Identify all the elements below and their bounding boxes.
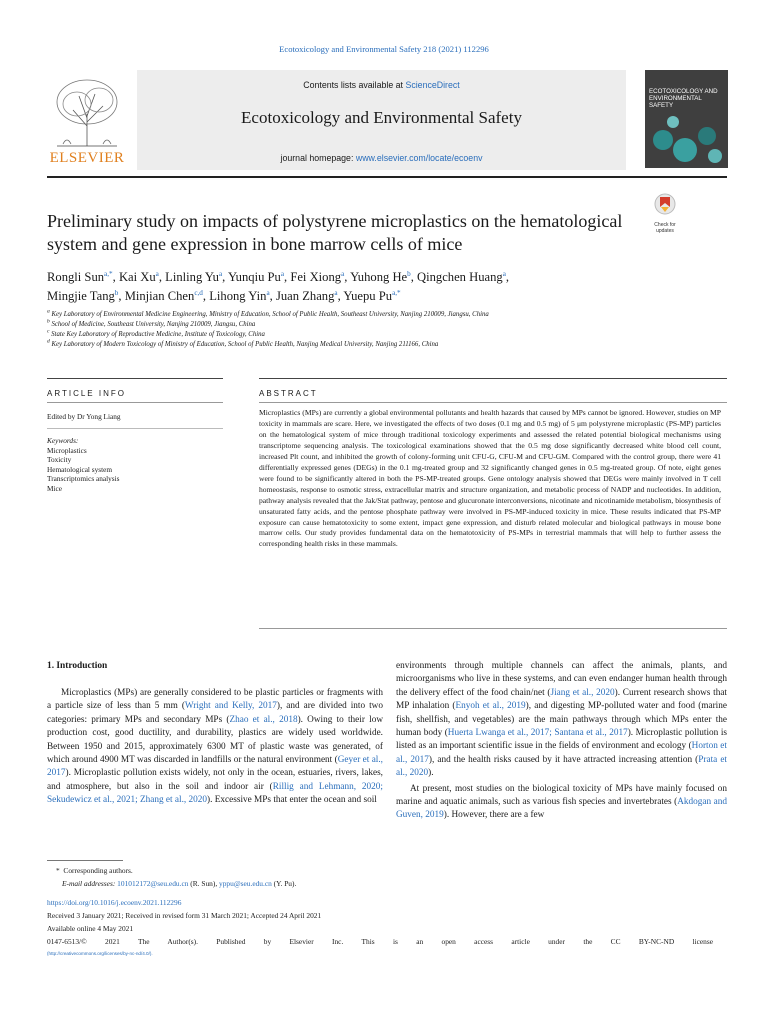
email-owner-2: (Y. Pu). bbox=[271, 879, 297, 888]
keywords-label: Keywords: bbox=[47, 436, 79, 445]
body-text: ), and digesting MP-polluted water and food (marine fish, shellfish, and vegetables) are the main pathways through which MPs enter the human body ( bbox=[396, 701, 727, 739]
author-affiliation-marker[interactable]: a bbox=[280, 269, 285, 278]
citation-link[interactable]: Jiang et al., 2020 bbox=[550, 687, 615, 698]
abstract-rule bbox=[259, 402, 727, 403]
citation-link[interactable]: Akdogan and Guven, 2019 bbox=[396, 797, 727, 821]
abstract-rule-top bbox=[259, 378, 727, 379]
article-title: Preliminary study on impacts of polystyrene microplastics on the hematological system and gene expression in bone marrow cells of mice bbox=[47, 211, 623, 254]
intro-left-column bbox=[47, 687, 383, 808]
author-affiliation-marker[interactable]: a bbox=[502, 269, 506, 278]
body-text: environments through multiple channels can affect the animals, plants, and microorganisms who live in these systems, and can even endanger human health through the delivery effect of the food chain/net ( bbox=[396, 661, 727, 698]
article-info-rule-top bbox=[47, 378, 223, 379]
license-url[interactable]: (http://creativecommons.org/licenses/by-nc-nd/4.0/). bbox=[47, 951, 153, 956]
author-affiliation-marker[interactable]: a bbox=[266, 288, 270, 297]
affiliation-text: School of Medicine, Southeast University, Nanjing 210009, Jiangsu, China bbox=[49, 321, 256, 328]
keyword-item: Mice bbox=[47, 483, 62, 493]
cover-art bbox=[645, 70, 728, 168]
affiliation-key: a bbox=[47, 308, 50, 315]
intro-heading: 1. Introduction bbox=[47, 661, 108, 671]
contents-line bbox=[137, 80, 626, 90]
homepage-line bbox=[137, 153, 626, 163]
running-header[interactable]: Ecotoxicology and Environmental Safety 218 (2021) 112296 bbox=[279, 44, 489, 54]
affiliation-text: Key Laboratory of Environmental Medicine Engineering, Ministry of Education, School of Public Health, Southeast University, Nanjing 210009, Jiangsu, China bbox=[49, 311, 489, 318]
article-info-heading: ARTICLE INFO bbox=[47, 389, 126, 398]
citation-link[interactable]: Horton et al., 2017 bbox=[396, 741, 727, 765]
author-name: Qingchen Huang bbox=[417, 270, 503, 284]
crossmark-icon bbox=[654, 193, 676, 217]
intro-paragraph-1-cont bbox=[396, 660, 727, 781]
keyword-item: Microplastics bbox=[47, 445, 87, 455]
keywords-list bbox=[47, 446, 223, 494]
email-link-2[interactable]: yppu@seu.edu.cn bbox=[219, 879, 272, 888]
body-text: ). However, there are a few bbox=[443, 810, 545, 821]
author-affiliation-marker[interactable]: a bbox=[334, 288, 338, 297]
contents-prefix: Contents lists available at bbox=[303, 80, 406, 90]
author-affiliation-marker[interactable]: b bbox=[407, 269, 411, 278]
body-text: ). Current research shows that MP inhalation ( bbox=[396, 687, 727, 712]
body-text: Microplastics (MPs) are generally considered to be plastic particles or fragments with a particle size of less than 5 mm ( bbox=[47, 688, 383, 712]
affiliation-key: d bbox=[47, 338, 50, 345]
asterisk: * bbox=[56, 866, 64, 875]
author-name: Minjian Chen bbox=[124, 289, 195, 303]
body-text: ). bbox=[428, 768, 434, 779]
email-link-1[interactable]: 101012172@seu.edu.cn bbox=[117, 879, 189, 888]
affiliations bbox=[47, 310, 727, 350]
citation-link[interactable]: Enyoh et al., 2019 bbox=[455, 701, 526, 712]
cover-title: ECOTOXICOLOGY AND ENVIRONMENTAL SAFETY bbox=[649, 88, 718, 109]
email-owner-1: (R. Sun), bbox=[188, 879, 220, 888]
author-name: Yuepu Pu bbox=[343, 289, 393, 303]
citation-link[interactable]: Geyer et al., 2017 bbox=[47, 755, 383, 779]
keyword-item: Hematological system bbox=[47, 464, 113, 474]
intro-paragraph-1 bbox=[47, 687, 383, 808]
elsevier-wordmark: ELSEVIER bbox=[49, 150, 125, 166]
affiliation-text: Key Laboratory of Modern Toxicology of Ministry of Education, School of Public Health, Nanjing Medical University, Nanjing 211166, China bbox=[49, 341, 439, 348]
footnote-rule bbox=[47, 860, 123, 861]
author-affiliation-marker[interactable]: a bbox=[155, 269, 159, 278]
check-for-updates-badge[interactable] bbox=[648, 193, 682, 234]
crossmark-label: Check for updates bbox=[654, 222, 676, 234]
online-date: Available online 4 May 2021 bbox=[47, 924, 134, 933]
author-affiliation-marker[interactable]: b bbox=[114, 288, 119, 297]
author-name: Fei Xiong bbox=[290, 270, 342, 284]
homepage-link[interactable]: www.elsevier.com/locate/ecoenv bbox=[355, 153, 483, 163]
author-name: Rongli Sun bbox=[47, 270, 105, 284]
keyword-item: Toxicity bbox=[47, 455, 72, 465]
affiliation-item bbox=[47, 330, 727, 340]
body-text: ). Microplastic pollution exists widely, not only in the ocean, estuaries, rivers, lakes, and atmosphere, but also in the soil and indoor air ( bbox=[47, 768, 383, 792]
affiliation-key: c bbox=[47, 328, 50, 335]
author-name: Kai Xu bbox=[118, 270, 156, 284]
affiliation-item bbox=[47, 310, 727, 320]
abstract-heading: ABSTRACT bbox=[259, 389, 318, 398]
author-line-1: Rongli Sun$^{a,*}$, Kai Xu$^a$, Linling Yu$^a$, Yunqiu Pu$^a$, Fei Xiong$^a$, Yuhong He$^b$, Qingchen Huang$^a$, bbox=[47, 269, 510, 284]
corresponding-note bbox=[56, 866, 133, 876]
intro-right-column bbox=[396, 660, 727, 823]
citation-link[interactable]: Huerta Lwanga et al., 2017; Santana et al., 2017 bbox=[447, 728, 628, 739]
abstract-text: Microplastics (MPs) are currently a global environmental pollutants and health hazards that caused by MPs cannot be ignored. However, studies on MP toxicity in mammals are scare. Here, we investigated the effects of two doses (0.1 mg and 0.5 mg) of 5 μm polystyrene microplastic (PS-MP) particles on the hematological system of mice through traditional toxicology experiments and assessed the related potential biological mechanisms using transcriptome sequencing analysis. The toxicological examinations showed that the 0.5 mg dose significantly decreased white blood cell count, increased Plt count, and inhibited the growth of colony-forming unit CFU-G, CFU-M and CFU-GM. Compared with the control group, there were 41 differentially expressed genes (DEGs) in the 0.1 mg-treated group and 32 significantly changed genes in 0.5 mg-treated group. Of note, eight genes were found to be significantly altered in both the PS-MP-treated groups. Gene ontology analysis showed that DEGs were mainly involved in T cell homeostasis, response to osmotic stress, extracellular matrix and structure organization, and metabolic process of NADP and nucleotides. In addition, pathway analysis revealed that the Jak/Stat pathway, pentose and glucuronate interconversions, nicotinate and nicotinamide metabolism, biosynthesis of unsaturated fatty acids, and the pentose phosphate pathway were involved in PS-MP-induced toxicity in mice. These results indicated that PS-MP exposure can cause hematotoxicity to some extent, impact gene expression, and disturb related molecular and biological pathways in mouse bone marrow cells. Our study provides fundamental data on the hematotoxicity of PS-MPs in terrestrial mammals that will help to further assess the corresponding health risks in these mammals. bbox=[259, 408, 721, 549]
author-affiliation-marker[interactable]: c,d bbox=[194, 288, 203, 297]
email-note bbox=[62, 879, 296, 889]
citation-link[interactable]: Prata et al., 2020 bbox=[396, 754, 727, 779]
citation-link[interactable]: Zhao et al., 2018 bbox=[229, 714, 298, 725]
keywords-rule bbox=[47, 428, 223, 429]
affiliation-item bbox=[47, 320, 727, 330]
corresponding-label: Corresponding authors. bbox=[63, 866, 133, 875]
author-affiliation-marker[interactable]: a bbox=[341, 269, 345, 278]
homepage-prefix: journal homepage: bbox=[280, 153, 356, 163]
author-name: Yunqiu Pu bbox=[227, 270, 281, 284]
citation-link[interactable]: Rillig and Lehmann, 2020; Sekudewicz et al., 2021; Zhang et al., 2020 bbox=[47, 781, 383, 806]
license-line: 0147-6513/© 2021 The Author(s). Published by Elsevier Inc. This is an open access article under the CC BY-NC-ND license bbox=[47, 937, 713, 946]
body-text: At present, most studies on the biological toxicity of MPs have mainly focused on marine and aquatic animals, such as various fish species and invertebrates ( bbox=[396, 783, 727, 808]
affiliation-key: b bbox=[47, 318, 50, 325]
body-text: ). Excessive MPs that enter the ocean and soil bbox=[207, 795, 377, 806]
body-text: ). Owing to their low production cost, good ductility, and durability, plastics are widely used worldwide. Between 1950 and 2015, approximately 6300 MT of plastic waste was generated, of which around 4900 MT was discarded in landfills or the natural environment ( bbox=[47, 714, 384, 766]
intro-paragraph-2 bbox=[396, 783, 727, 823]
citation-link[interactable]: Wright and Kelly, 2017 bbox=[184, 701, 277, 712]
sciencedirect-link[interactable]: ScienceDirect bbox=[405, 80, 460, 90]
author-list bbox=[47, 268, 727, 306]
affiliation-text: State Key Laboratory of Reproductive Medicine, Institute of Toxicology, China bbox=[49, 331, 265, 338]
received-dates: Received 3 January 2021; Received in revised form 31 March 2021; Accepted 24 April 2021 bbox=[47, 911, 322, 920]
email-label: E-mail addresses: bbox=[62, 879, 116, 888]
keywords-block bbox=[47, 436, 223, 494]
author-name: Juan Zhang bbox=[275, 289, 335, 303]
editor-line: Edited by Dr Yong Liang bbox=[47, 412, 121, 421]
author-affiliation-marker[interactable]: a,* bbox=[392, 288, 401, 297]
author-name: Mingjie Tang bbox=[47, 289, 115, 303]
keyword-item: Transcriptomics analysis bbox=[47, 474, 120, 484]
body-text: ), and are divided into two categories: primary MPs and secondary MPs ( bbox=[47, 701, 383, 725]
journal-title: Ecotoxicology and Environmental Safety bbox=[241, 108, 522, 127]
doi-link-text[interactable]: https://doi.org/10.1016/j.ecoenv.2021.112296 bbox=[47, 898, 182, 907]
affiliation-item bbox=[47, 340, 727, 350]
journal-cover-image[interactable] bbox=[645, 70, 728, 168]
body-text: ), and the health risks caused by it have attracted increasing attention ( bbox=[428, 754, 699, 765]
author-name: Linling Yu bbox=[165, 270, 219, 284]
author-name: Yuhong He bbox=[350, 270, 408, 284]
article-info-rule bbox=[47, 402, 223, 403]
masthead-rule bbox=[47, 176, 727, 178]
author-line-2: Mingjie Tang$^b$, Minjian Chen$^{c,d}$, Lihong Yin$^a$, Juan Zhang$^a$, Yuepu $Pu^{a,*}$ bbox=[47, 288, 401, 303]
abstract-rule-bottom bbox=[259, 628, 727, 629]
author-affiliation-marker[interactable]: a bbox=[218, 269, 223, 278]
doi-link[interactable] bbox=[47, 898, 181, 908]
body-text: ). Microplastic pollution is listed as an important scientific issue in the fields of environment and ecology ( bbox=[396, 728, 727, 752]
author-name: Lihong Yin bbox=[209, 289, 267, 303]
author-affiliation-marker[interactable]: a,* bbox=[104, 269, 113, 278]
